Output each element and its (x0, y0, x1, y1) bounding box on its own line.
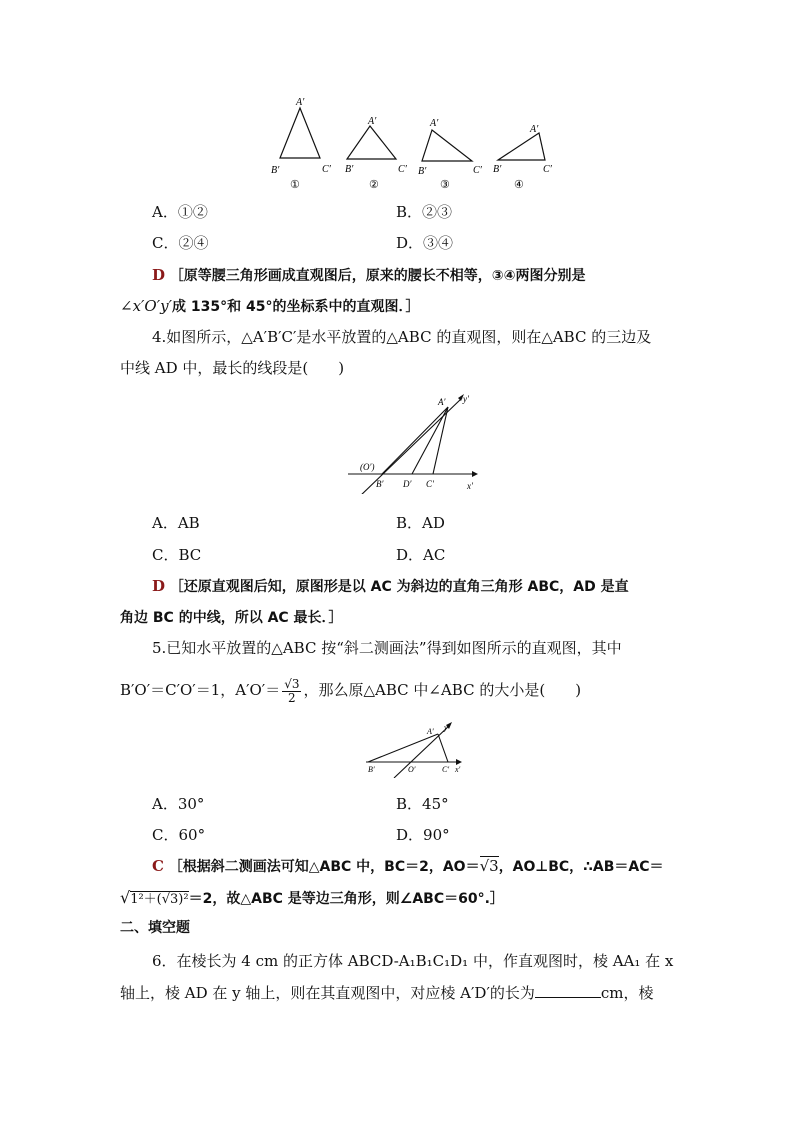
q4-option-a: A．AB (152, 514, 200, 532)
q5-answer-letter: C (152, 857, 164, 875)
triangle-4 (493, 124, 553, 191)
q5-fraction (282, 678, 301, 705)
q5-option-b: B．45° (396, 795, 449, 813)
q5-stem-post: ，那么原△ABC 中∠ABC 的大小是( ) (303, 681, 582, 699)
q3-explanation-line2 (120, 296, 420, 317)
q3-option-c: C．②④ (152, 234, 209, 252)
q3-explanation-rest: 成 135°和 45°的坐标系中的直观图．］ (172, 299, 420, 315)
triangle-1 (271, 97, 332, 191)
t1-label-c: C′ (322, 164, 331, 175)
q4-option-d: D．AC (396, 546, 446, 564)
q5-explanation-line2 (120, 888, 504, 910)
q5-fraction-numerator: √3 (284, 676, 300, 691)
q4-explanation-line1 (152, 576, 629, 597)
t3-label-b: B′ (418, 166, 427, 177)
t3-label-c: C′ (473, 165, 482, 176)
q5-label-a: A′ (427, 727, 434, 736)
t4-label-c: C′ (543, 164, 552, 175)
q5-option-d: D．90° (396, 826, 450, 844)
t4-label-b: B′ (493, 164, 502, 175)
q5-label-o: O′ (408, 765, 416, 774)
q5-option-a: A．30° (152, 795, 205, 813)
t2-number: ② (369, 179, 379, 191)
t2-label-b: B′ (345, 164, 354, 175)
q4-label-x: x′ (467, 481, 473, 491)
q4-stem-line1: 4.如图所示，△A′B′C′是水平放置的△ABC 的直观图，则在△ABC 的三边及 (152, 328, 652, 346)
q4-label-a: A′ (438, 397, 446, 407)
t1-number: ① (290, 179, 300, 191)
q4-label-b: B′ (376, 479, 384, 489)
q5-sqrt-value: √3 (479, 857, 499, 875)
q5-label-b: B′ (368, 765, 375, 774)
triangle-2 (345, 116, 408, 191)
q5-radical-sign: √ (120, 888, 131, 907)
q5-radicand: 1²＋(√3)² (130, 892, 189, 907)
q4-stem-line2: 中线 AD 中，最长的线段是( ) (120, 359, 345, 377)
q4-explanation-text2: 角边 BC 的中线，所以 AC 最长．］ (120, 610, 343, 626)
q5-explanation-conclusion: ＝2，故△ABC 是等边三角形，则∠ABC＝60°.］ (188, 891, 504, 907)
t1-label-a: A′ (296, 97, 305, 108)
q4-answer-letter: D (152, 577, 166, 595)
q5-option-c: C．60° (152, 826, 206, 844)
q5-fraction-denominator: 2 (288, 690, 296, 705)
q5-label-x: x′ (455, 765, 461, 774)
triangle-3 (418, 118, 483, 191)
q3-option-a: A．①② (152, 203, 208, 221)
q5-figure (360, 720, 470, 778)
section-title-fill-in: 二、填空题 (120, 920, 190, 936)
q3-explanation-text: ［原等腰三角形画成直观图后，原来的腰长不相等，③④两图分别是 (169, 268, 586, 284)
q6-stem-post: cm，棱 (600, 984, 654, 1002)
q6-stem-line2 (120, 983, 653, 1003)
q6-stem-line1: 6．在棱长为 4 cm 的正方体 ABCD-A₁B₁C₁D₁ 中，作直观图时，棱 AA₁ 在 x (152, 952, 674, 970)
q5-label-c: C′ (442, 765, 450, 774)
t1-label-b: B′ (271, 165, 280, 176)
q5-stem-line1: 5.已知水平放置的△ABC 按“斜二测画法”得到如图所示的直观图，其中 (152, 639, 622, 657)
q4-explanation-line2 (120, 607, 343, 628)
q4-label-c: C′ (426, 479, 434, 489)
q4-option-b: B．AD (396, 514, 445, 532)
q4-figure (340, 392, 490, 494)
q5-stem-line2 (120, 673, 581, 707)
q3-angle-symbol: ∠x′O′y′ (120, 297, 173, 315)
q3-answer-letter: D (152, 266, 166, 284)
q4-label-o: (O′) (360, 462, 375, 472)
q6-stem-pre: 轴上，棱 AD 在 y 轴上，则在其直观图中，对应棱 A′D′的长为 (120, 984, 535, 1002)
t4-number: ④ (514, 179, 524, 191)
q4-explanation-text: ［还原直观图后知，原图形是以 AC 为斜边的直角三角形 ABC，AD 是直 (169, 579, 629, 595)
q3-option-d: D．③④ (396, 234, 454, 252)
q6-answer-blank[interactable] (535, 983, 601, 998)
q3-triangles-figure (262, 94, 562, 194)
q5-explanation-post: ，AO⊥BC，∴AB＝AC＝ (498, 859, 664, 875)
t2-label-c: C′ (398, 164, 407, 175)
q5-label-y: y′ (444, 723, 450, 732)
t4-label-a: A′ (530, 124, 539, 135)
q4-label-y: y′ (463, 394, 469, 404)
t3-label-a: A′ (430, 118, 439, 129)
q5-explanation-pre: ［根据斜二测画法可知△ABC 中，BC＝2，AO＝ (168, 859, 480, 875)
q3-option-b: B．②③ (396, 203, 453, 221)
q5-stem-pre: B′O′＝C′O′＝1，A′O′＝ (120, 681, 281, 699)
q3-explanation-line1 (152, 265, 586, 286)
t3-number: ③ (440, 179, 450, 191)
q4-option-c: C．BC (152, 546, 202, 564)
q5-explanation-line1 (152, 856, 664, 877)
t2-label-a: A′ (368, 116, 377, 127)
q4-label-d: D′ (403, 479, 412, 489)
